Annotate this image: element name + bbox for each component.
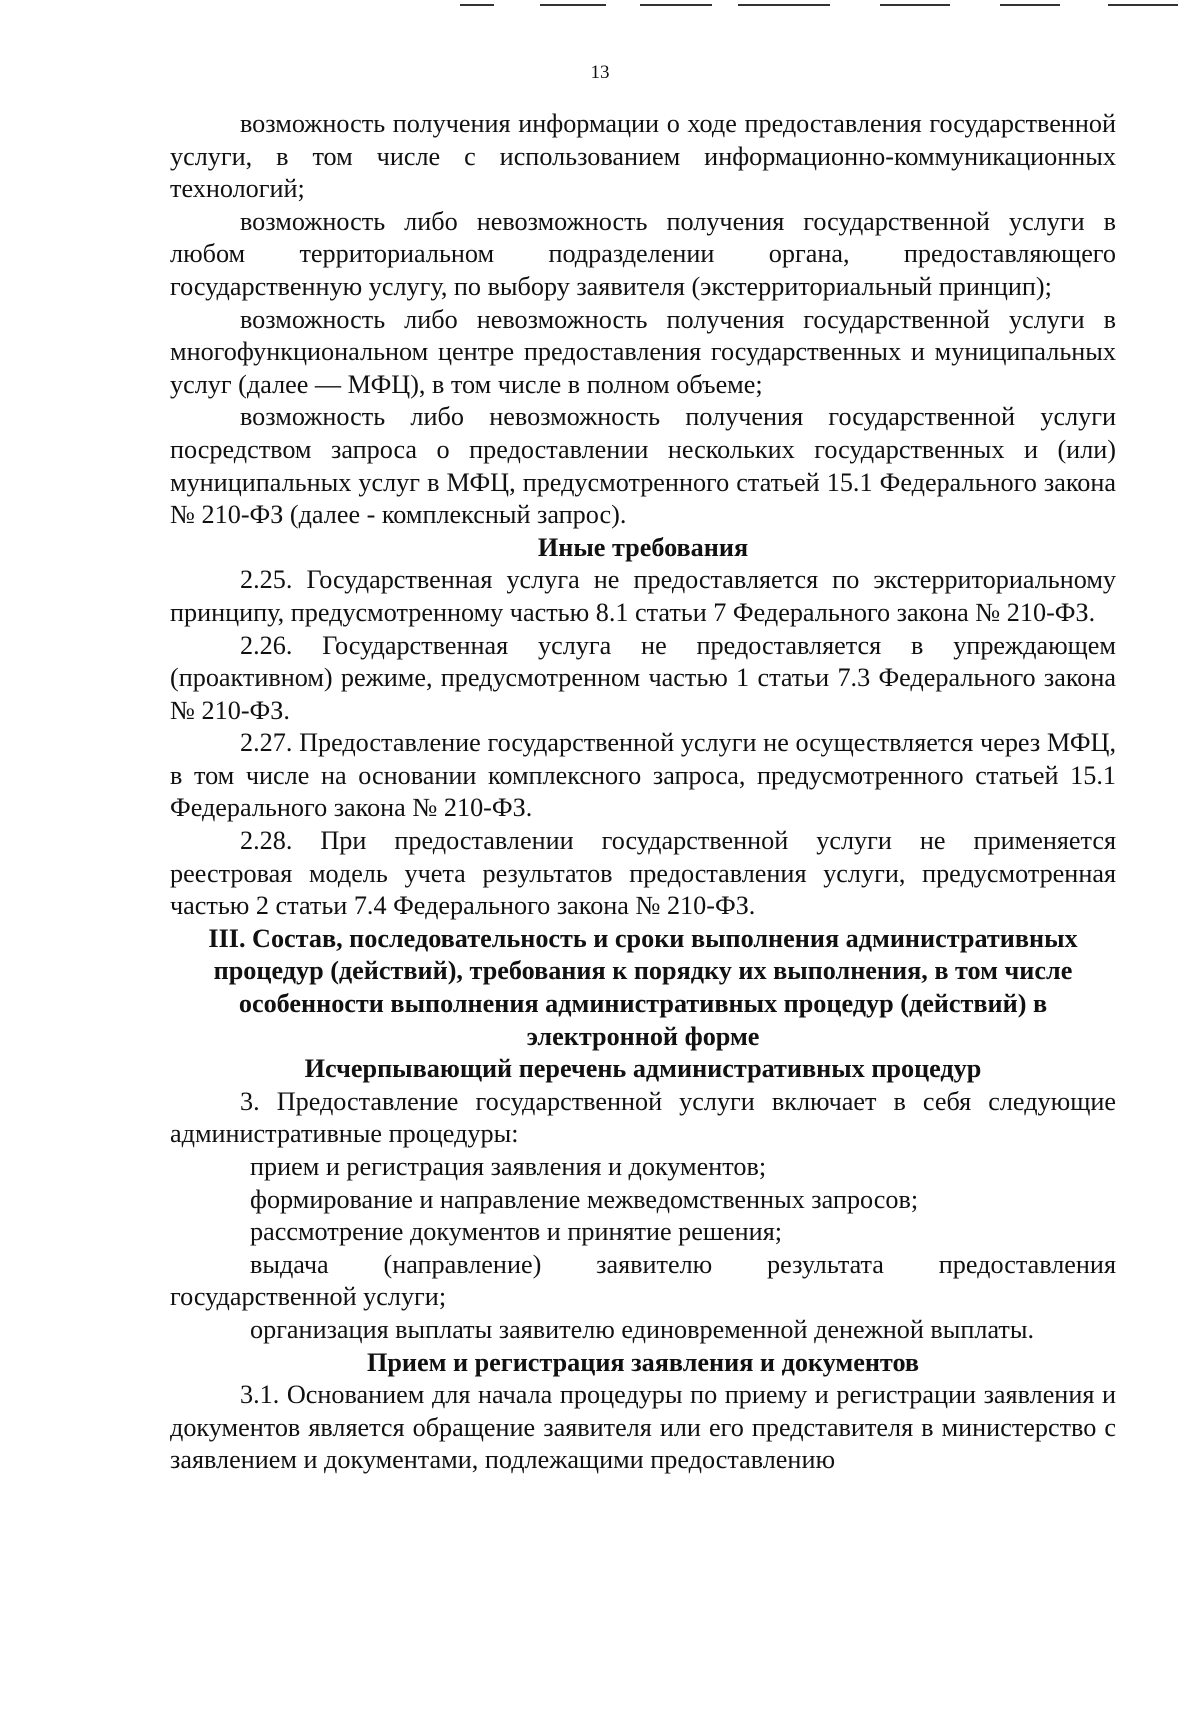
paragraph: 2.28. При предоставлении государственной услуги не применяется реестровая модель учета результатов предоставления услуги, предусмотренная частью 2 статьи 7.4 Федерального закона № 210-ФЗ. bbox=[170, 826, 1116, 921]
section-heading: Прием и регистрация заявления и документов bbox=[366, 1347, 920, 1377]
scan-mark bbox=[540, 4, 606, 6]
list-item: формирование и направление межведомственных запросов; bbox=[250, 1184, 919, 1214]
paragraph: 2.25. Государственная услуга не предоставляется по экстерриториальному принципу, предусмотренному частью 8.1 статьи 7 Федерального закона № 210-ФЗ. bbox=[170, 565, 1116, 627]
scan-mark bbox=[1000, 4, 1060, 6]
list-item: рассмотрение документов и принятие решения; bbox=[250, 1217, 783, 1247]
scan-mark bbox=[880, 4, 950, 6]
scan-mark bbox=[738, 4, 830, 6]
chapter-heading: III. Состав, последовательность и сроки выполнения административных процедур (действий), требования к порядку их выполнения, в том числе особенности выполнения административных процедур (действий) в электронной форме bbox=[208, 923, 1078, 1051]
paragraph: возможность либо невозможность получения государственной услуги посредством запроса о предоставлении нескольких государственных и (или) муниципальных услуг в МФЦ, предусмотренного статьей 15.1 Федерального закона № 210-ФЗ (далее - комплексный запрос). bbox=[170, 402, 1116, 530]
paragraph: возможность либо невозможность получения государственной услуги в многофункциональном центре предоставления государственных и муниципальных услуг (далее — МФЦ), в том числе в полном объеме; bbox=[170, 304, 1116, 399]
paragraph: возможность либо невозможность получения государственной услуги в любом территориальном подразделении органа, предоставляющего государственную услугу, по выбору заявителя (экстерриториальный принцип); bbox=[170, 206, 1116, 301]
scan-edge-marks bbox=[0, 4, 1200, 8]
scan-mark bbox=[460, 4, 494, 6]
paragraph: 3. Предоставление государственной услуги включает в себя следующие административные процедуры: bbox=[170, 1086, 1116, 1149]
list-item: прием и регистрация заявления и документов; bbox=[250, 1152, 767, 1181]
paragraph: 2.26. Государственная услуга не предоставляется в упреждающем (проактивном) режиме, предусмотренном частью 1 статьи 7.3 Федерального закона № 210-ФЗ. bbox=[170, 630, 1116, 725]
paragraph: 2.27. Предоставление государственной услуги не осуществляется через МФЦ, в том числе на основании комплексного запроса, предусмотренного статьей 15.1 Федерального закона № 210-ФЗ. bbox=[170, 728, 1116, 823]
section-heading: Иные требования bbox=[537, 532, 749, 562]
scan-mark bbox=[1108, 4, 1178, 6]
document-body bbox=[170, 108, 1116, 1477]
list-item: выдача (направление) заявителю результата предоставления государственной услуги; bbox=[170, 1249, 1116, 1312]
page-number: 13 bbox=[590, 62, 610, 83]
paragraph: 3.1. Основанием для начала процедуры по приему и регистрации заявления и документов является обращение заявителя или его представителя в министерство с заявлением и документами, подлежащими предоставлению bbox=[170, 1380, 1116, 1475]
list-item: организация выплаты заявителю единовременной денежной выплаты. bbox=[250, 1314, 1034, 1344]
paragraph: возможность получения информации о ходе предоставления государственной услуги, в том числе с использованием информационно-коммуникационных технологий; bbox=[170, 109, 1116, 204]
scan-mark bbox=[640, 4, 712, 6]
section-heading: Исчерпывающий перечень административных процедур bbox=[304, 1054, 982, 1084]
